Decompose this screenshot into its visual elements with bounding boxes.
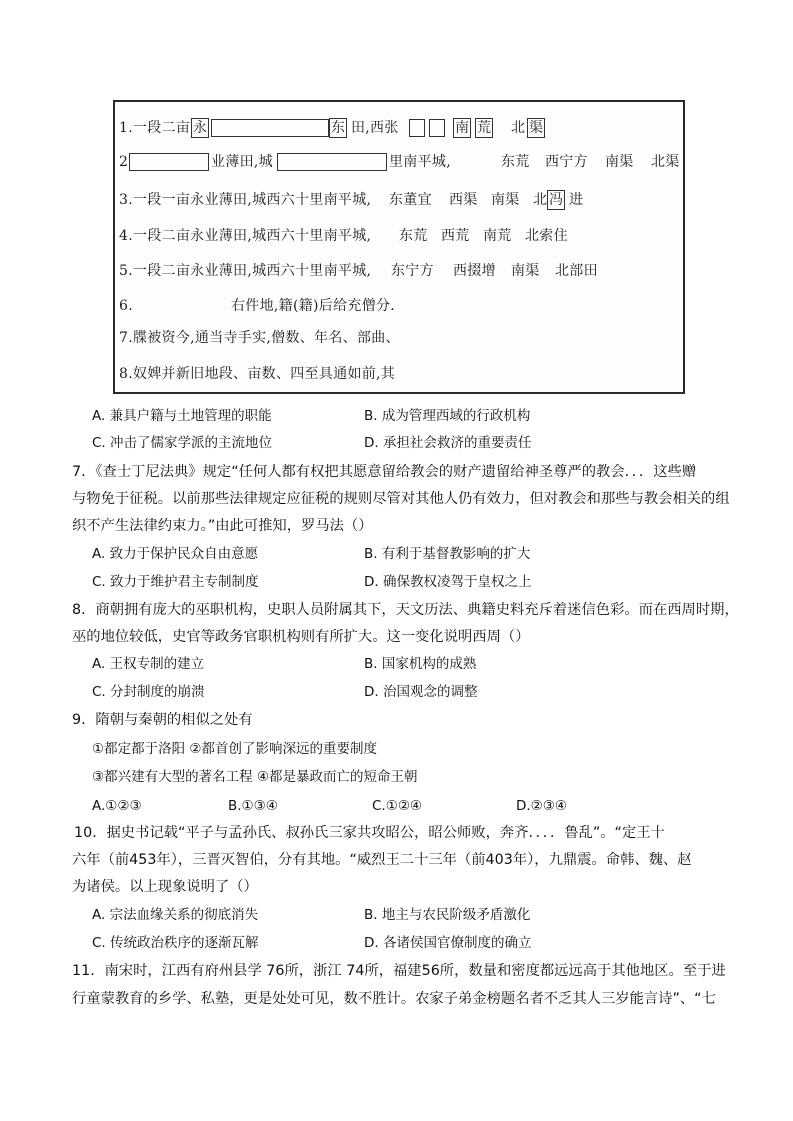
q8-option-d: D. 治国观念的调整 <box>364 684 478 700</box>
q10-stem-line-2: 六年（前453年），三晋灭智伯，分有其地。“威烈王二十三年（前403年），九鼎震。命韩、魏、赵 <box>72 852 692 868</box>
q7-stem-line-3: 织不产生法律约束力。”由此可推知，罗马法（） <box>72 518 373 534</box>
q8-stem-line-1: 8．商朝拥有庞大的巫职机构，史职人员附属其下，天文历法、典籍史料充斥着迷信色彩。而在西周时期， <box>72 602 739 618</box>
q9-statements-1: ①都定都于洛阳 ②都首创了影响深远的重要制度 <box>92 741 377 757</box>
blank-box <box>129 153 209 171</box>
q10-option-c: C. 传统政治秩序的逐渐瓦解 <box>92 935 259 951</box>
q9-stem: 9．隋朝与秦朝的相似之处有 <box>72 712 253 728</box>
q8-stem-line-2: 巫的地位较低，史官等政务官职机构则有所扩大。这一变化说明西周（） <box>72 629 530 645</box>
q10-stem-line-1: 10．据史书记载“平子与孟孙氏、叔孙氏三家共攻昭公，昭公师败，奔齐．．．．鲁乱”。“定王十 <box>74 825 665 841</box>
q9-option-c: C.①②④ <box>372 798 423 814</box>
blank-box <box>429 119 445 137</box>
q6-option-d: D. 承担社会救济的重要责任 <box>364 435 532 451</box>
q8-option-a: A. 王权专制的建立 <box>92 656 205 672</box>
q7-option-b: B. 有利于基督教影响的扩大 <box>364 546 531 562</box>
q10-option-b: B. 地主与农民阶级矛盾激化 <box>364 907 531 923</box>
scanned-document-figure: 1. 一段二亩 永 东 田,西张 南 荒 北 渠 2 业薄田,城 里南平城, 东荒 西宁方 南渠 北渠 3.一段一亩永业薄田,城西六十里南平城, 东董宜 西渠 南渠 北 冯 进 4.一段二亩永业薄田,城西六十里南平城, 东荒 西荒 南荒 北索住 5.一段二亩永业薄田,城西六十里南平城, 东宁方 西掇增 南渠 北部田 6. 右件地,籍(籍)后给充僧分. 7.牒被资今,通当寺手实,僧数、年名、部曲、 8.奴婢并新旧地段、亩数、四至具通如前,其 <box>113 100 685 394</box>
q9-option-b: B.①③④ <box>228 798 278 814</box>
q10-option-a: A. 宗法血缘关系的彻底消失 <box>92 907 259 923</box>
q6-option-a: A. 兼具户籍与土地管理的职能 <box>92 408 272 424</box>
q7-stem-line-1: 7．《查士丁尼法典》规定“任何人都有权把其愿意留给教会的财产遗留给神圣尊严的教会．．．这些赠 <box>72 464 697 480</box>
q10-option-d: D. 各诸侯国官僚制度的确立 <box>364 935 532 951</box>
q7-option-c: C. 致力于维护君主专制制度 <box>92 574 259 590</box>
q11-stem-line-2: 行童蒙教育的乡学、私塾，更是处处可见，数不胜计。农家子弟金榜题名者不乏其人三岁能言诗”、“七 <box>72 991 716 1007</box>
q9-option-d: D.②③④ <box>516 798 567 814</box>
q8-option-b: B. 国家机构的成熟 <box>364 656 477 672</box>
q9-option-a: A.①②③ <box>92 798 142 814</box>
q6-option-b: B. 成为管理西域的行政机构 <box>364 408 531 424</box>
q7-option-a: A. 致力于保护民众自由意愿 <box>92 546 259 562</box>
q9-statements-2: ③都兴建有大型的著名工程 ④都是暴政而亡的短命王朝 <box>92 769 418 785</box>
q8-option-c: C. 分封制度的崩溃 <box>92 684 205 700</box>
q6-option-c: C. 冲击了儒家学派的主流地位 <box>92 435 273 451</box>
q7-option-d: D. 确保教权凌驾于皇权之上 <box>364 574 532 590</box>
blank-box <box>211 119 329 137</box>
blank-box <box>409 119 425 137</box>
q11-stem-line-1: 11．南宋时，江西有府州县学 76所，浙江 74所，福建56所，数量和密度都远远高于其他地区。至于进 <box>72 963 726 979</box>
blank-box <box>277 153 387 171</box>
q7-stem-line-2: 与物免于征税。以前那些法律规定应征税的规则尽管对其他人仍有效力，但对教会和那些与教会相关的组 <box>72 491 730 507</box>
q10-stem-line-3: 为诸侯。以上现象说明了（） <box>72 879 258 895</box>
